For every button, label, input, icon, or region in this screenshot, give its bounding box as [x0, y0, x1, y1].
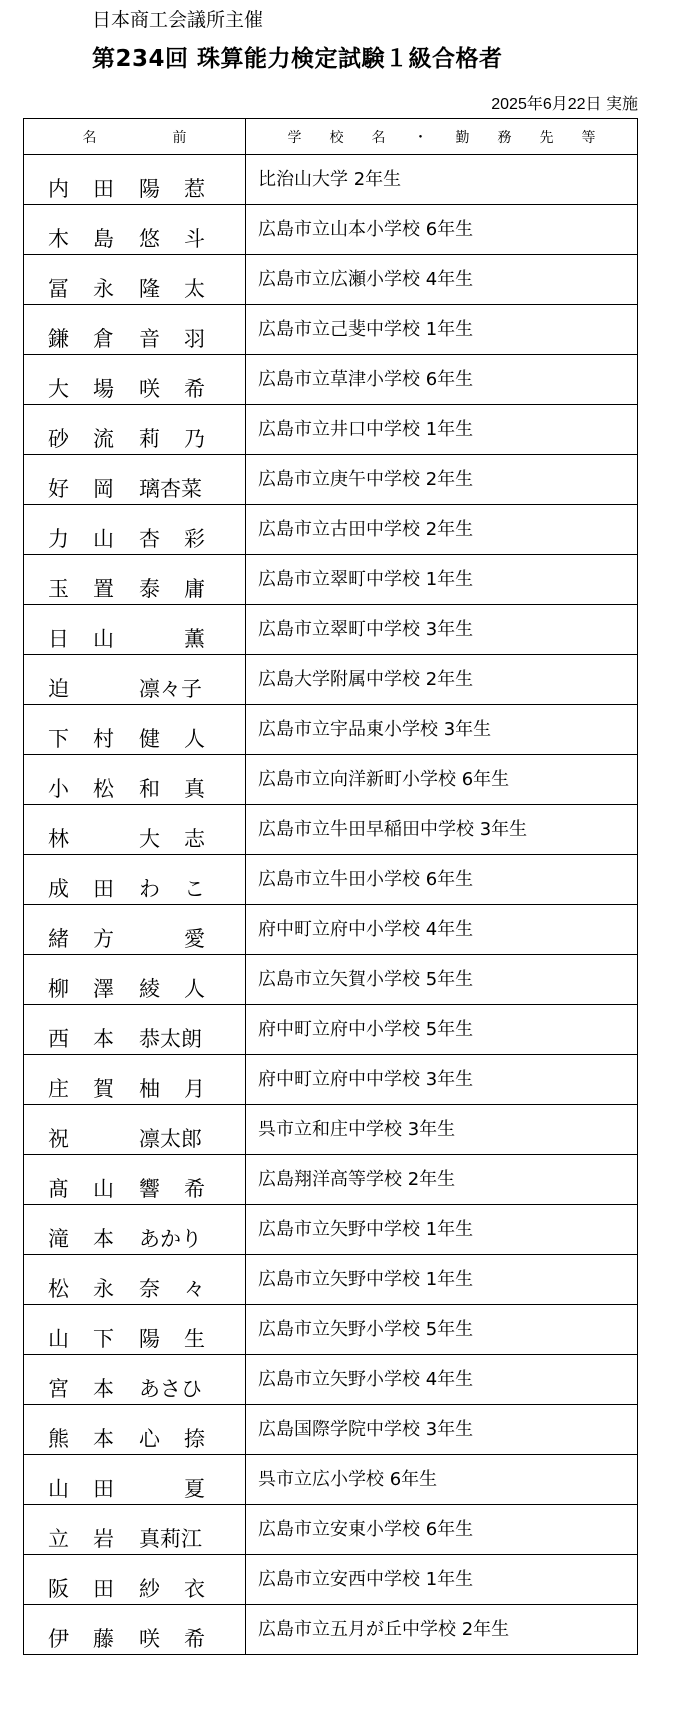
- name-part: 々: [184, 1277, 205, 1301]
- school-name: 広島市立牛田早稲田中学校 3年生: [258, 819, 528, 840]
- name-part: 山: [48, 1327, 69, 1351]
- name-part: 健: [139, 727, 160, 751]
- name-cell: [24, 1105, 246, 1155]
- table-row: [24, 655, 638, 705]
- table-row: [24, 1105, 638, 1155]
- school-name: 呉市立和庄中学校 3年生: [258, 1119, 456, 1140]
- name-part: 立: [48, 1527, 69, 1551]
- name-part: 大: [48, 377, 69, 401]
- name-part: 永: [93, 277, 114, 301]
- name-part: 庸: [184, 577, 205, 601]
- school-name: 広島市立五月が丘中学校 2年生: [258, 1619, 510, 1640]
- name-part: 阪: [48, 1577, 69, 1601]
- school-cell: [246, 1455, 638, 1505]
- name-part: 小: [48, 777, 69, 801]
- table-row: [24, 955, 638, 1005]
- name-part: 祝: [48, 1127, 69, 1151]
- school-name: 広島市立翠町中学校 3年生: [258, 619, 474, 640]
- name-cell: [24, 1355, 246, 1405]
- name-part: 山: [93, 527, 114, 551]
- name-cell: [24, 205, 246, 255]
- name-part: 柳: [48, 977, 69, 1001]
- name-part: 島: [93, 227, 114, 251]
- name-part: 冨: [48, 277, 69, 301]
- name-part: 真莉江: [139, 1527, 202, 1551]
- school-cell: [246, 205, 638, 255]
- name-part: 泰: [139, 577, 160, 601]
- school-name: 広島市立矢野小学校 4年生: [258, 1369, 474, 1390]
- name-cell: [24, 1455, 246, 1505]
- table-row: [24, 1255, 638, 1305]
- name-part: 本: [93, 1427, 114, 1451]
- name-cell: [24, 1505, 246, 1555]
- name-part: 凛々子: [139, 677, 202, 701]
- name-cell: [24, 1005, 246, 1055]
- name-part: 山: [93, 627, 114, 651]
- name-part: 澤: [93, 977, 114, 1001]
- name-part: 咲: [139, 377, 160, 401]
- name-part: 松: [48, 1277, 69, 1301]
- name-part: 凛太郎: [139, 1127, 202, 1151]
- name-part: 羽: [184, 327, 205, 351]
- school-cell: [246, 1055, 638, 1105]
- school-cell: [246, 755, 638, 805]
- name-part: わ: [139, 877, 160, 901]
- name-part: 斗: [184, 227, 205, 251]
- school-name: 広島市立井口中学校 1年生: [258, 419, 474, 440]
- school-name: 比治山大学 2年生: [258, 169, 402, 190]
- school-name: 府中町立府中小学校 4年生: [258, 919, 474, 940]
- name-cell: [24, 805, 246, 855]
- name-part: 岡: [93, 477, 114, 501]
- name-part: 賀: [93, 1077, 114, 1101]
- name-part: 下: [48, 727, 69, 751]
- name-part: 迫: [48, 677, 69, 701]
- name-part: 音: [139, 327, 160, 351]
- name-cell: [24, 1305, 246, 1355]
- school-cell: [246, 1605, 638, 1655]
- table-row: [24, 1405, 638, 1455]
- name-part: 置: [93, 577, 114, 601]
- name-part: 松: [93, 777, 114, 801]
- school-cell: [246, 1405, 638, 1455]
- column-header-char: 校: [329, 129, 344, 146]
- name-part: 本: [93, 1027, 114, 1051]
- name-part: 倉: [93, 327, 114, 351]
- name-part: 響: [139, 1177, 160, 1201]
- name-part: 奈: [139, 1277, 160, 1301]
- table-row: [24, 305, 638, 355]
- school-name: 府中町立府中中学校 3年生: [258, 1069, 474, 1090]
- table-row: [24, 855, 638, 905]
- school-cell: [246, 655, 638, 705]
- name-part: 和: [139, 777, 160, 801]
- name-part: 村: [93, 727, 114, 751]
- school-name: 府中町立府中小学校 5年生: [258, 1019, 474, 1040]
- table-row: [24, 1205, 638, 1255]
- name-part: 悠: [139, 227, 160, 251]
- column-header-char: 前: [172, 129, 187, 146]
- school-cell: [246, 855, 638, 905]
- exam-date: 2025年6月22日 実施: [491, 96, 638, 113]
- school-cell: [246, 905, 638, 955]
- name-part: 隆: [139, 277, 160, 301]
- name-cell: [24, 455, 246, 505]
- name-part: 成: [48, 877, 69, 901]
- name-part: 綾: [139, 977, 160, 1001]
- name-part: 伊: [48, 1627, 69, 1651]
- name-part: 本: [93, 1227, 114, 1251]
- school-cell: [246, 1255, 638, 1305]
- table-row: [24, 1455, 638, 1505]
- school-cell: [246, 555, 638, 605]
- name-part: 太: [184, 277, 205, 301]
- table-row: [24, 355, 638, 405]
- name-part: 彩: [184, 527, 205, 551]
- school-name: 広島市立矢野中学校 1年生: [258, 1219, 474, 1240]
- header-row: [24, 119, 638, 155]
- name-part: 咲: [139, 1627, 160, 1651]
- name-part: 夏: [184, 1477, 205, 1501]
- name-cell: [24, 155, 246, 205]
- school-cell: [246, 1355, 638, 1405]
- name-part: 紗: [139, 1577, 160, 1601]
- school-cell: [246, 405, 638, 455]
- table-row: [24, 205, 638, 255]
- table-row: [24, 805, 638, 855]
- name-cell: [24, 1555, 246, 1605]
- column-header-school: [246, 119, 638, 155]
- name-part: 日: [48, 627, 69, 651]
- school-cell: [246, 1505, 638, 1555]
- name-part: 岩: [93, 1527, 114, 1551]
- name-cell: [24, 555, 246, 605]
- organizer-label: 日本商工会議所主催: [92, 9, 264, 31]
- school-cell: [246, 305, 638, 355]
- name-cell: [24, 1255, 246, 1305]
- name-part: 璃杏菜: [139, 477, 202, 501]
- table-row: [24, 1505, 638, 1555]
- table-row: [24, 255, 638, 305]
- school-name: 広島市立草津小学校 6年生: [258, 369, 474, 390]
- name-part: 永: [93, 1277, 114, 1301]
- school-name: 広島市立矢野小学校 5年生: [258, 1319, 474, 1340]
- name-part: 本: [93, 1377, 114, 1401]
- name-part: あかり: [139, 1227, 202, 1251]
- name-part: 砂: [48, 427, 69, 451]
- name-cell: [24, 705, 246, 755]
- school-cell: [246, 255, 638, 305]
- school-cell: [246, 455, 638, 505]
- name-part: 陽: [139, 177, 160, 201]
- table-row: [24, 1305, 638, 1355]
- school-name: 広島市立宇品東小学校 3年生: [258, 719, 492, 740]
- school-cell: [246, 505, 638, 555]
- school-cell: [246, 955, 638, 1005]
- column-header-name: [24, 119, 246, 155]
- school-name: 広島大学附属中学校 2年生: [258, 669, 474, 690]
- name-part: 莉: [139, 427, 160, 451]
- name-part: 田: [93, 1477, 114, 1501]
- name-part: 希: [184, 1627, 205, 1651]
- school-cell: [246, 1155, 638, 1205]
- table-row: [24, 1155, 638, 1205]
- page-title: 第234回 珠算能力検定試験１級合格者: [92, 46, 503, 72]
- name-cell: [24, 955, 246, 1005]
- name-part: 熊: [48, 1427, 69, 1451]
- table-row: [24, 1055, 638, 1105]
- name-part: 髙: [48, 1177, 69, 1201]
- table-row: [24, 905, 638, 955]
- name-part: 人: [184, 977, 205, 1001]
- name-part: 滝: [48, 1227, 69, 1251]
- column-header-char: 務: [497, 129, 512, 146]
- school-name: 広島市立翠町中学校 1年生: [258, 569, 474, 590]
- name-part: 山: [93, 1177, 114, 1201]
- name-cell: [24, 655, 246, 705]
- name-part: 鎌: [48, 327, 69, 351]
- name-part: 山: [48, 1477, 69, 1501]
- table-row: [24, 155, 638, 205]
- school-cell: [246, 1555, 638, 1605]
- name-cell: [24, 1205, 246, 1255]
- name-part: 田: [93, 877, 114, 901]
- school-cell: [246, 155, 638, 205]
- school-name: 広島市立己斐中学校 1年生: [258, 319, 474, 340]
- table-row: [24, 1605, 638, 1655]
- table-row: [24, 1005, 638, 1055]
- table-row: [24, 405, 638, 455]
- name-cell: [24, 255, 246, 305]
- school-name: 広島市立山本小学校 6年生: [258, 219, 474, 240]
- table-row: [24, 705, 638, 755]
- name-cell: [24, 355, 246, 405]
- name-cell: [24, 405, 246, 455]
- name-cell: [24, 305, 246, 355]
- column-header-char: 学: [287, 129, 302, 146]
- name-cell: [24, 755, 246, 805]
- name-part: 捺: [184, 1427, 205, 1451]
- school-name: 広島市立向洋新町小学校 6年生: [258, 769, 510, 790]
- results-table: [23, 118, 638, 1655]
- school-name: 広島市立矢賀小学校 5年生: [258, 969, 474, 990]
- table-row: [24, 455, 638, 505]
- school-name: 広島国際学院中学校 3年生: [258, 1419, 474, 1440]
- name-part: 流: [93, 427, 114, 451]
- name-part: 好: [48, 477, 69, 501]
- name-part: 希: [184, 1177, 205, 1201]
- name-part: 陽: [139, 1327, 160, 1351]
- name-part: 林: [48, 827, 69, 851]
- name-cell: [24, 855, 246, 905]
- name-part: 柚: [139, 1077, 160, 1101]
- name-part: 杏: [139, 527, 160, 551]
- school-name: 広島市立矢野中学校 1年生: [258, 1269, 474, 1290]
- name-part: 場: [93, 377, 114, 401]
- school-cell: [246, 605, 638, 655]
- name-part: 宮: [48, 1377, 69, 1401]
- school-name: 広島市立古田中学校 2年生: [258, 519, 474, 540]
- school-cell: [246, 1005, 638, 1055]
- column-header-char: 勤: [455, 129, 470, 146]
- school-cell: [246, 805, 638, 855]
- name-part: あさひ: [139, 1377, 202, 1401]
- name-part: 生: [184, 1327, 205, 1351]
- name-part: 方: [93, 927, 114, 951]
- name-part: 田: [93, 1577, 114, 1601]
- school-name: 広島市立広瀬小学校 4年生: [258, 269, 474, 290]
- name-part: 緒: [48, 927, 69, 951]
- name-part: 下: [93, 1327, 114, 1351]
- name-part: 月: [184, 1077, 205, 1101]
- school-cell: [246, 1105, 638, 1155]
- school-cell: [246, 1205, 638, 1255]
- name-part: 希: [184, 377, 205, 401]
- name-part: こ: [184, 877, 205, 901]
- school-name: 広島翔洋高等学校 2年生: [258, 1169, 456, 1190]
- name-part: 真: [184, 777, 205, 801]
- name-cell: [24, 1055, 246, 1105]
- name-part: 田: [93, 177, 114, 201]
- name-part: 庄: [48, 1077, 69, 1101]
- name-cell: [24, 505, 246, 555]
- table-row: [24, 1555, 638, 1605]
- table-row: [24, 555, 638, 605]
- school-name: 広島市立安西中学校 1年生: [258, 1569, 474, 1590]
- school-cell: [246, 355, 638, 405]
- name-part: 力: [48, 527, 69, 551]
- column-header-char: 名: [82, 129, 97, 146]
- school-cell: [246, 1305, 638, 1355]
- school-name: 呉市立広小学校 6年生: [258, 1469, 438, 1490]
- name-part: 内: [48, 177, 69, 201]
- name-part: 玉: [48, 577, 69, 601]
- school-cell: [246, 705, 638, 755]
- table-row: [24, 1355, 638, 1405]
- name-part: 衣: [184, 1577, 205, 1601]
- school-name: 広島市立安東小学校 6年生: [258, 1519, 474, 1540]
- column-header-char: 名: [371, 129, 386, 146]
- school-name: 広島市立庚午中学校 2年生: [258, 469, 474, 490]
- name-part: 薫: [184, 627, 205, 651]
- column-header-char: ・: [413, 129, 428, 146]
- name-part: 愛: [184, 927, 205, 951]
- name-part: 藤: [93, 1627, 114, 1651]
- name-cell: [24, 905, 246, 955]
- table-row: [24, 505, 638, 555]
- name-cell: [24, 1605, 246, 1655]
- column-header-char: 先: [539, 129, 554, 146]
- name-part: 木: [48, 227, 69, 251]
- name-part: 西: [48, 1027, 69, 1051]
- name-part: 乃: [184, 427, 205, 451]
- table-row: [24, 605, 638, 655]
- name-part: 人: [184, 727, 205, 751]
- name-part: 志: [184, 827, 205, 851]
- name-cell: [24, 1155, 246, 1205]
- school-name: 広島市立牛田小学校 6年生: [258, 869, 474, 890]
- name-part: 大: [139, 827, 160, 851]
- table-row: [24, 755, 638, 805]
- name-part: 惹: [184, 177, 205, 201]
- name-cell: [24, 605, 246, 655]
- name-cell: [24, 1405, 246, 1455]
- column-header-char: 等: [581, 129, 596, 146]
- name-part: 心: [139, 1427, 160, 1451]
- name-part: 恭太朗: [139, 1027, 202, 1051]
